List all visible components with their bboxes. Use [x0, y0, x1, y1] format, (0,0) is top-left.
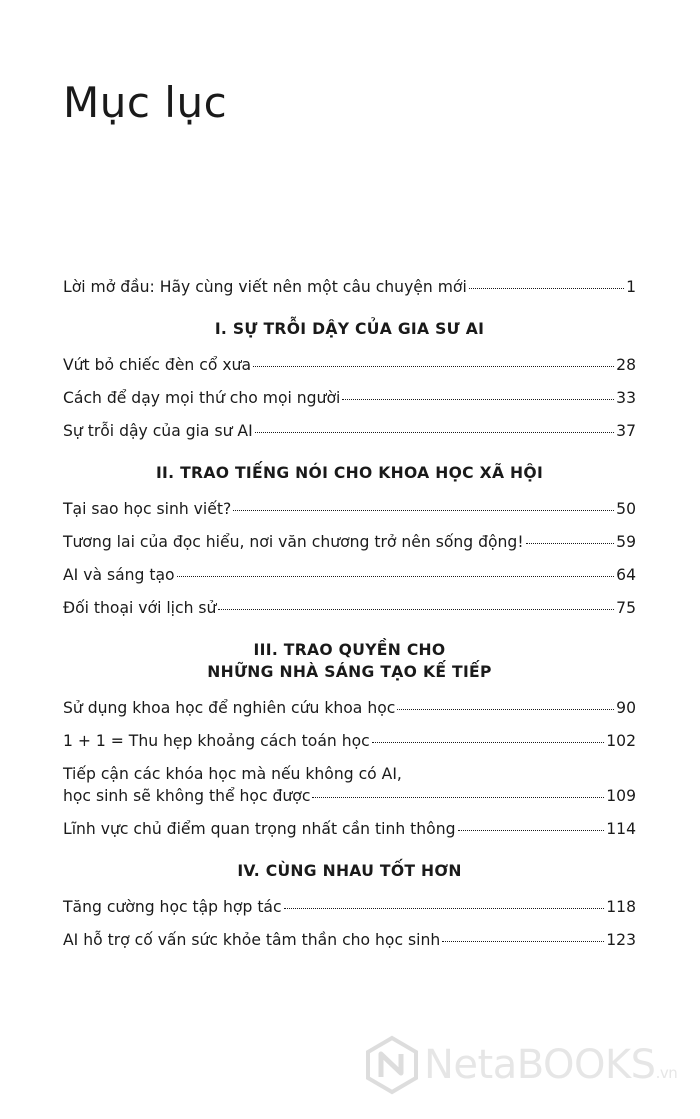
toc-entry-text: Vứt bỏ chiếc đèn cổ xưa — [63, 356, 252, 374]
section-heading-2 — [63, 462, 636, 484]
toc-entry[interactable] — [63, 498, 636, 520]
toc-entry-page: 50 — [616, 500, 636, 518]
section-heading-line: III. TRAO QUYỀN CHO — [253, 641, 446, 659]
toc-entry-page: 109 — [606, 787, 636, 805]
toc-entry-line2 — [63, 785, 636, 807]
toc-entry-page: 118 — [606, 898, 636, 916]
toc-entry[interactable] — [63, 896, 636, 918]
toc-entry[interactable] — [63, 818, 636, 840]
dot-leader — [233, 510, 614, 511]
toc-entry-page: 1 — [626, 278, 636, 296]
dot-leader — [284, 908, 605, 909]
table-of-contents — [63, 276, 636, 962]
toc-entry-page: 123 — [606, 931, 636, 949]
toc-entry-page: 102 — [606, 732, 636, 750]
toc-entry[interactable] — [63, 763, 636, 807]
section-heading-line: II. TRAO TIẾNG NÓI CHO KHOA HỌC XÃ HỘI — [155, 464, 544, 482]
toc-entry-text: Sử dụng khoa học để nghiên cứu khoa học — [63, 699, 396, 717]
toc-entry[interactable] — [63, 730, 636, 752]
watermark-brand: NetaBOOKS — [424, 1042, 656, 1088]
section-heading-line: IV. CÙNG NHAU TỐT HƠN — [237, 862, 462, 880]
toc-entry-text: Tăng cường học tập hợp tác — [63, 898, 282, 916]
page-title: Mục lục — [63, 78, 228, 127]
section-heading-line: NHỮNG NHÀ SÁNG TẠO KẾ TIẾP — [207, 663, 492, 681]
toc-entry-page: 64 — [616, 566, 636, 584]
toc-entry-text: Tại sao học sinh viết? — [63, 500, 232, 518]
toc-entry-page: 59 — [616, 533, 636, 551]
toc-entry-text: Tương lai của đọc hiểu, nơi văn chương trở nên sống động! — [63, 533, 524, 551]
toc-entry-text: học sinh sẽ không thể học được — [63, 787, 311, 805]
section-heading-1 — [63, 318, 636, 340]
toc-entry-text: AI hỗ trợ cố vấn sức khỏe tâm thần cho học sinh — [63, 931, 441, 949]
toc-entry-page: 28 — [616, 356, 636, 374]
toc-entry-text: Lĩnh vực chủ điểm quan trọng nhất cần tinh thông — [63, 820, 456, 838]
section-heading-3 — [63, 639, 636, 683]
toc-entry[interactable] — [63, 354, 636, 376]
toc-entry-intro[interactable] — [63, 276, 636, 298]
toc-entry[interactable] — [63, 531, 636, 553]
dot-leader — [372, 742, 605, 743]
section-heading-4 — [63, 860, 636, 882]
section-heading-line: I. SỰ TRỖI DẬY CỦA GIA SƯ AI — [214, 320, 485, 338]
dot-leader — [218, 609, 614, 610]
dot-leader — [312, 797, 604, 798]
toc-entry-text: Sự trỗi dậy của gia sư AI — [63, 422, 253, 440]
dot-leader — [469, 288, 624, 289]
dot-leader — [442, 941, 604, 942]
toc-entry-page: 114 — [606, 820, 636, 838]
toc-entry[interactable] — [63, 387, 636, 409]
dot-leader — [255, 432, 614, 433]
dot-leader — [253, 366, 614, 367]
toc-entry-page: 90 — [616, 699, 636, 717]
netabooks-watermark — [364, 1035, 694, 1095]
toc-entry-text: 1 + 1 = Thu hẹp khoảng cách toán học — [63, 732, 370, 750]
toc-entry[interactable] — [63, 697, 636, 719]
toc-entry-page: 33 — [616, 389, 636, 407]
watermark-suffix: .vn — [655, 1064, 678, 1082]
toc-entry[interactable] — [63, 420, 636, 442]
toc-entry-text: AI và sáng tạo — [63, 566, 175, 584]
toc-entry-text-line1: Tiếp cận các khóa học mà nếu không có AI, — [63, 765, 402, 783]
toc-entry[interactable] — [63, 597, 636, 619]
toc-entry[interactable] — [63, 929, 636, 951]
dot-leader — [342, 399, 614, 400]
toc-entry-page: 75 — [616, 599, 636, 617]
toc-entry-text: Cách để dạy mọi thứ cho mọi người — [63, 389, 341, 407]
toc-entry-page: 37 — [616, 422, 636, 440]
toc-entry-text: Lời mở đầu: Hãy cùng viết nên một câu chuyện mới — [63, 278, 467, 296]
dot-leader — [397, 709, 614, 710]
toc-entry[interactable] — [63, 564, 636, 586]
watermark-text — [424, 1042, 677, 1088]
netabooks-logo-icon — [364, 1035, 420, 1095]
dot-leader — [526, 543, 615, 544]
toc-entry-text: Đối thoại với lịch sử — [63, 599, 217, 617]
dot-leader — [458, 830, 605, 831]
dot-leader — [177, 576, 615, 577]
